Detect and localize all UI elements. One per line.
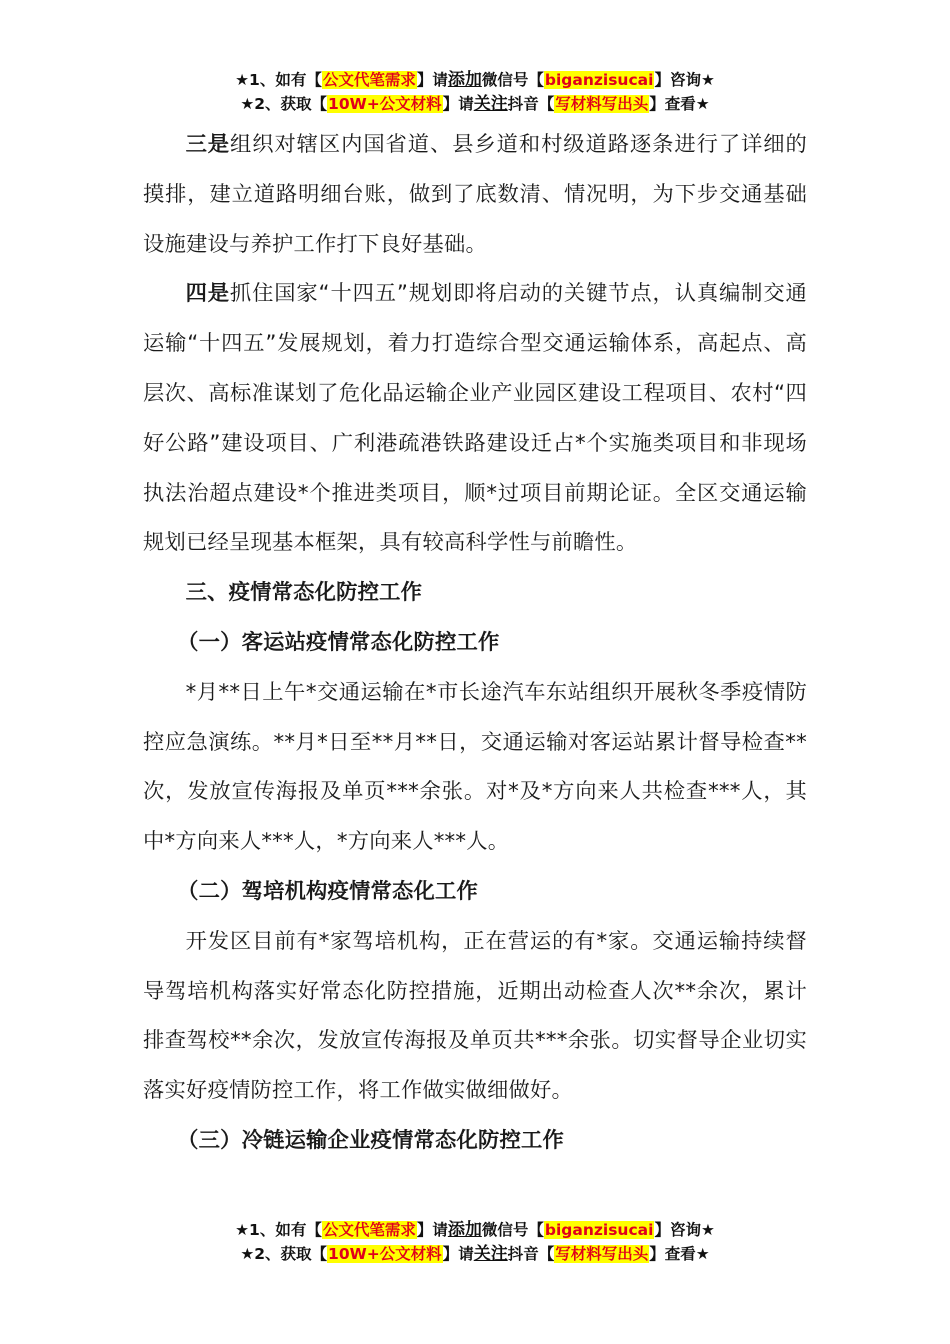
promo-text: ★2、获取【 (240, 95, 328, 113)
promo-line-2 (0, 1242, 950, 1266)
promo-highlight: 10W+公文材料 (328, 95, 442, 113)
paragraph-lead: 四是 (185, 281, 230, 307)
promo-text: 抖音【 (507, 95, 555, 113)
paragraph-text: 组织对辖区内国省道、县乡道和村级道路逐条进行了详细的摸排，建立道路明细台账，做到了底数清、情况明，为下步交通基础设施建设与养护工作打下良好基础。 (143, 132, 807, 257)
promo-text: 】请 (442, 1245, 474, 1263)
subsection-heading-2: （二）驾培机构疫情常态化工作 (177, 878, 479, 904)
promo-text: ★1、如有【 (235, 1221, 322, 1239)
promo-underline: 关注 (473, 94, 508, 114)
promo-text: 】查看★ (649, 1245, 710, 1263)
promo-text: 微信号【 (481, 1221, 544, 1239)
promo-line-1 (0, 68, 950, 92)
promo-line-2 (0, 92, 950, 116)
promo-text: 微信号【 (481, 71, 544, 89)
promo-highlight: biganzisucai (544, 71, 654, 89)
promo-line-1 (0, 1218, 950, 1242)
paragraph-bus-station: *月**日上午*交通运输在*市长途汽车东站组织开展秋冬季疫情防控应急演练。**月*日至**月**日，交通运输对客运站累计督导检查**次，发放宣传海报及单页***余张。对*及*方向来人共检查***人，其中*方向来人***人，*方向来人***人。 (143, 679, 807, 855)
paragraph-4 (143, 269, 807, 568)
promo-highlight: 公文代笔需求 (322, 71, 416, 89)
promo-text: 】咨询★ (654, 1221, 715, 1239)
promo-banner-bottom (0, 1218, 950, 1266)
promo-text: ★2、获取【 (240, 1245, 328, 1263)
subsection-heading-3: （三）冷链运输企业疫情常态化防控工作 (177, 1127, 565, 1153)
promo-text: ★1、如有【 (235, 71, 322, 89)
subsection-heading-1: （一）客运站疫情常态化防控工作 (177, 629, 500, 655)
promo-highlight: 公文代笔需求 (322, 1221, 416, 1239)
promo-text: 抖音【 (507, 1245, 555, 1263)
promo-highlight: 写材料写出头 (555, 1245, 649, 1263)
promo-underline: 关注 (473, 1244, 508, 1264)
section-heading-3: 三、疫情常态化防控工作 (185, 580, 423, 606)
promo-highlight: 写材料写出头 (555, 95, 649, 113)
promo-highlight: biganzisucai (544, 1221, 654, 1239)
paragraph-lead: 三是 (185, 132, 231, 157)
paragraph-driving-school: 开发区目前有*家驾培机构，正在营运的有*家。交通运输持续督导驾培机构落实好常态化防控措施，近期出动检查人次**余次，累计排查驾校**余次，发放宣传海报及单页共***余张。切实督导企业切实落实好疫情防控工作，将工作做实做细做好。 (143, 928, 807, 1104)
document-body (143, 120, 807, 1166)
paragraph-3 (143, 120, 807, 269)
promo-text: 】查看★ (649, 95, 710, 113)
promo-banner-top (0, 68, 950, 116)
promo-text: 】请 (416, 71, 448, 89)
promo-underline: 添加 (447, 70, 482, 90)
promo-underline: 添加 (447, 1220, 482, 1240)
promo-highlight: 10W+公文材料 (328, 1245, 442, 1263)
promo-text: 】咨询★ (654, 71, 715, 89)
promo-text: 】请 (416, 1221, 448, 1239)
promo-text: 】请 (442, 95, 474, 113)
paragraph-text: 抓住国家“十四五”规划即将启动的关键节点，认真编制交通运输“十四五”发展规划，着力打造综合型交通运输体系，高起点、高层次、高标准谋划了危化品运输企业产业园区建设工程项目、农村“四好公路”建设项目、广利港疏港铁路建设迁占*个实施类项目和非现场执法治超点建设*个推进类项目，顺*过项目前期论证。全区交通运输规划已经呈现基本框架，具有较高科学性与前瞻性。 (143, 281, 807, 556)
